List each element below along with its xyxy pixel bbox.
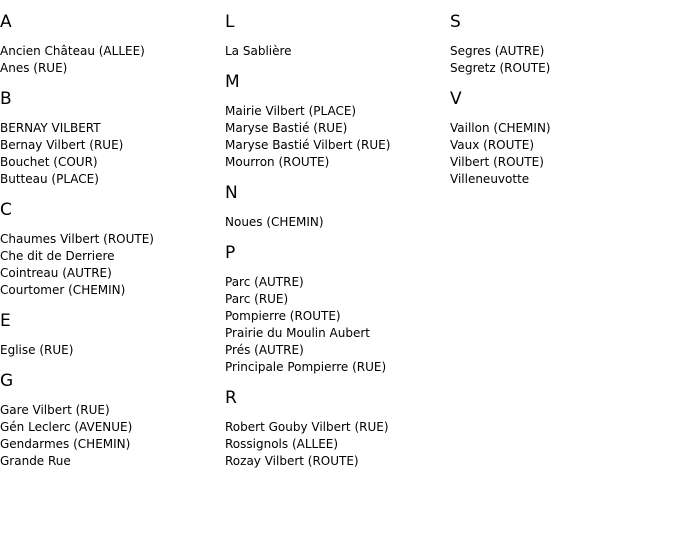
street-list-item xyxy=(0,171,220,188)
street-list-item xyxy=(0,436,220,453)
street-list-item xyxy=(0,419,220,436)
street-list xyxy=(0,43,220,77)
letter-heading: E xyxy=(0,311,11,331)
letter-heading: A xyxy=(0,12,12,32)
letter-group xyxy=(450,89,670,188)
street-list-item xyxy=(225,43,445,60)
street-link[interactable]: Segretz (ROUTE) xyxy=(450,61,551,75)
street-list-item xyxy=(0,402,220,419)
letter-group xyxy=(0,12,220,77)
street-list-item xyxy=(450,60,670,77)
street-list-item xyxy=(225,419,445,436)
street-list-item xyxy=(450,171,670,188)
letter-heading: M xyxy=(225,72,240,92)
street-list-item xyxy=(225,453,445,470)
street-list xyxy=(225,103,445,171)
letter-group xyxy=(450,12,670,77)
street-link[interactable]: Cointreau (AUTRE) xyxy=(0,266,112,280)
letter-heading: V xyxy=(450,89,462,109)
street-link[interactable]: Gare Vilbert (RUE) xyxy=(0,403,110,417)
street-list xyxy=(0,342,220,359)
letter-heading: P xyxy=(225,243,236,263)
street-link[interactable]: Vaillon (CHEMIN) xyxy=(450,121,551,135)
street-list xyxy=(0,231,220,299)
street-list-item xyxy=(225,342,445,359)
street-link[interactable]: Pompierre (ROUTE) xyxy=(225,309,341,323)
street-list-item xyxy=(225,103,445,120)
street-list-item xyxy=(225,120,445,137)
street-link[interactable]: Anes (RUE) xyxy=(0,61,68,75)
street-index-column-2 xyxy=(225,0,445,482)
street-list xyxy=(225,419,445,470)
street-link[interactable]: Bouchet (COUR) xyxy=(0,155,98,169)
letter-heading: S xyxy=(450,12,461,32)
street-list-item xyxy=(0,453,220,470)
street-link[interactable]: Parc (RUE) xyxy=(225,292,289,306)
street-link[interactable]: Mairie Vilbert (PLACE) xyxy=(225,104,357,118)
letter-group xyxy=(0,311,220,359)
street-list-item xyxy=(225,291,445,308)
street-list xyxy=(0,402,220,470)
street-list-item xyxy=(0,282,220,299)
letter-heading: B xyxy=(0,89,12,109)
street-link[interactable]: Principale Pompierre (RUE) xyxy=(225,360,387,374)
street-link[interactable]: Rozay Vilbert (ROUTE) xyxy=(225,454,359,468)
street-link[interactable]: Maryse Bastié (RUE) xyxy=(225,121,348,135)
letter-group xyxy=(0,371,220,470)
street-list-item xyxy=(225,359,445,376)
street-list-item xyxy=(0,120,220,137)
street-link[interactable]: Che dit de Derriere xyxy=(0,249,115,263)
street-link[interactable]: Eglise (RUE) xyxy=(0,343,74,357)
street-link[interactable]: Rossignols (ALLEE) xyxy=(225,437,339,451)
street-list-item xyxy=(0,154,220,171)
letter-group xyxy=(0,89,220,188)
street-link[interactable]: Vaux (ROUTE) xyxy=(450,138,534,152)
street-link[interactable]: Ancien Château (ALLEE) xyxy=(0,44,145,58)
street-list-item xyxy=(225,308,445,325)
street-list-item xyxy=(0,265,220,282)
letter-group xyxy=(225,388,445,470)
street-list-item xyxy=(450,137,670,154)
street-list-item xyxy=(225,274,445,291)
street-list xyxy=(450,120,670,188)
street-list-item xyxy=(0,248,220,265)
street-link[interactable]: Prairie du Moulin Aubert xyxy=(225,326,370,340)
street-link[interactable]: Villeneuvotte xyxy=(450,172,530,186)
street-index-column-3 xyxy=(450,0,670,200)
street-list-item xyxy=(0,137,220,154)
street-list-item xyxy=(450,120,670,137)
street-link[interactable]: Bernay Vilbert (RUE) xyxy=(0,138,124,152)
street-link[interactable]: Chaumes Vilbert (ROUTE) xyxy=(0,232,154,246)
street-link[interactable]: La Sablière xyxy=(225,44,292,58)
letter-group xyxy=(225,183,445,231)
letter-group xyxy=(225,72,445,171)
street-list xyxy=(450,43,670,77)
street-link[interactable]: Gendarmes (CHEMIN) xyxy=(0,437,131,451)
street-list-item xyxy=(225,154,445,171)
street-list-item xyxy=(0,231,220,248)
street-index-column-1 xyxy=(0,0,220,482)
street-list-item xyxy=(0,342,220,359)
street-link[interactable]: BERNAY VILBERT xyxy=(0,121,101,135)
street-link[interactable]: Segres (AUTRE) xyxy=(450,44,545,58)
street-list-item xyxy=(225,137,445,154)
letter-group xyxy=(225,243,445,376)
street-list xyxy=(225,43,445,60)
street-link[interactable]: Prés (AUTRE) xyxy=(225,343,304,357)
street-list-item xyxy=(0,60,220,77)
street-link[interactable]: Grande Rue xyxy=(0,454,71,468)
letter-group xyxy=(0,200,220,299)
letter-heading: R xyxy=(225,388,237,408)
street-link[interactable]: Maryse Bastié Vilbert (RUE) xyxy=(225,138,391,152)
letter-heading: C xyxy=(0,200,12,220)
street-link[interactable]: Mourron (ROUTE) xyxy=(225,155,330,169)
street-list-item xyxy=(450,154,670,171)
street-link[interactable]: Parc (AUTRE) xyxy=(225,275,304,289)
street-list-item xyxy=(0,43,220,60)
street-list-item xyxy=(450,43,670,60)
letter-heading: N xyxy=(225,183,238,203)
street-list-item xyxy=(225,214,445,231)
street-list-item xyxy=(225,325,445,342)
street-list-item xyxy=(225,436,445,453)
street-link[interactable]: Courtomer (CHEMIN) xyxy=(0,283,126,297)
letter-group xyxy=(225,12,445,60)
street-link[interactable]: Vilbert (ROUTE) xyxy=(450,155,544,169)
street-list xyxy=(225,274,445,376)
street-link[interactable]: Noues (CHEMIN) xyxy=(225,215,324,229)
street-link[interactable]: Gén Leclerc (AVENUE) xyxy=(0,420,133,434)
letter-heading: L xyxy=(225,12,235,32)
street-list xyxy=(0,120,220,188)
street-list xyxy=(225,214,445,231)
street-link[interactable]: Robert Gouby Vilbert (RUE) xyxy=(225,420,389,434)
letter-heading: G xyxy=(0,371,14,391)
street-link[interactable]: Butteau (PLACE) xyxy=(0,172,99,186)
